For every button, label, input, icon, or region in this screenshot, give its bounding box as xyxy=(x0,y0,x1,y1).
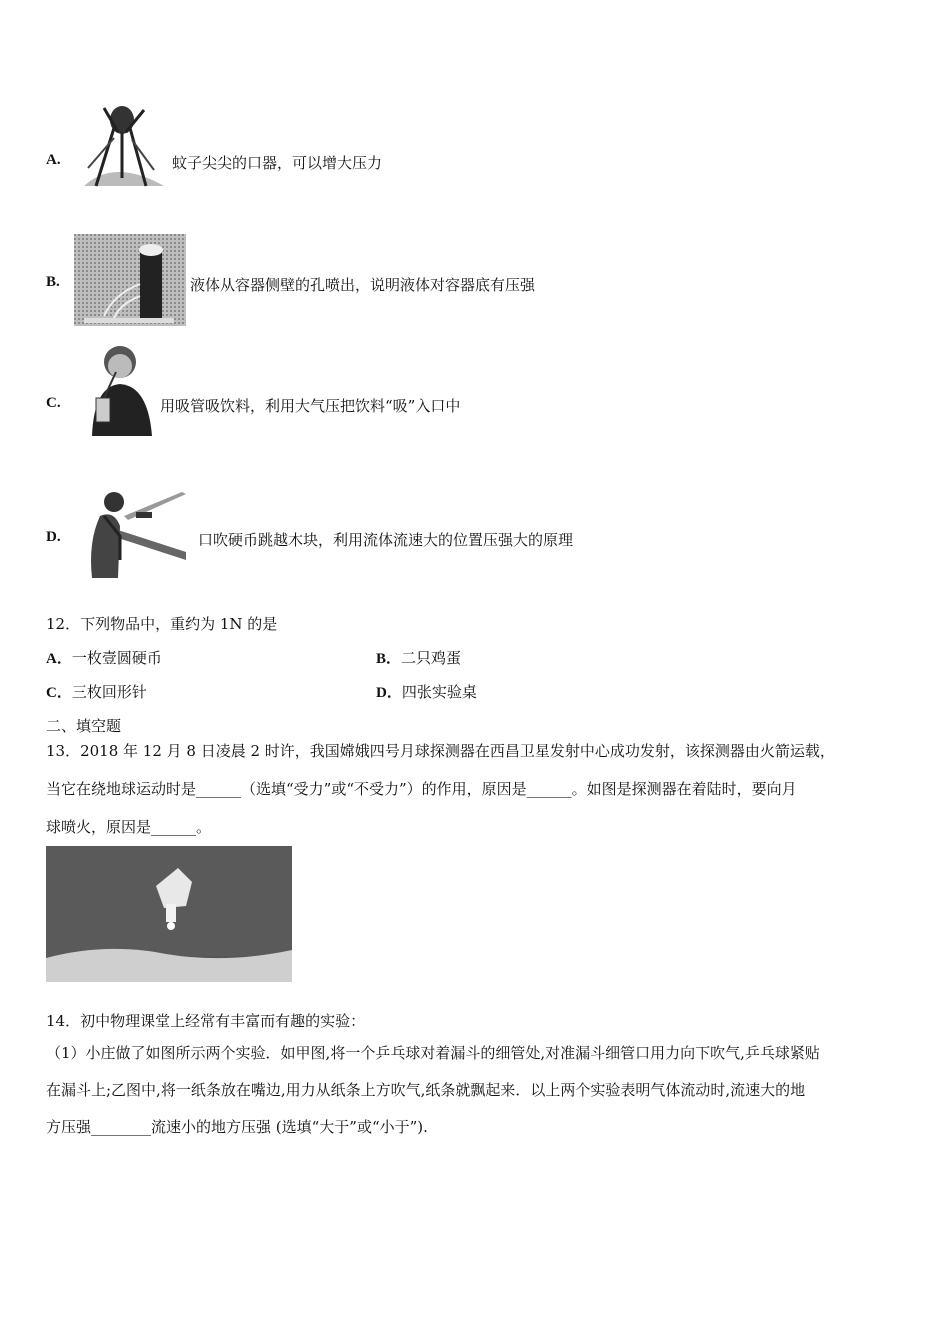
q12-option-a-text: 一枚壹圆硬币 xyxy=(71,649,162,667)
option-c-text: 用吸管吸饮料，利用大气压把饮料“吸”入口中 xyxy=(160,397,461,415)
q12-option-d-text: 四张实验桌 xyxy=(401,683,477,701)
option-c-letter: C. xyxy=(46,395,61,411)
boy-drinking-image xyxy=(82,342,156,436)
q12-option-d-letter: D． xyxy=(376,685,402,701)
q13-line-3: 球喷火，原因是______。 xyxy=(46,818,212,836)
q14-line-2: 在漏斗上;乙图中,将一纸条放在嘴边,用力从纸条上方吹气,纸条就飘起来．以上两个实验表明气体流动时,流速大的地 xyxy=(46,1081,806,1099)
section-title: 二、填空题 xyxy=(46,717,122,735)
q12-option-a-letter: A． xyxy=(46,651,72,667)
lunar-landing-image xyxy=(46,846,292,986)
q14-line-1: （1）小庄做了如图所示两个实验．如甲图,将一个乒乓球对着漏斗的细管处,对准漏斗细管口用力向下吹气,乒乓球紧贴 xyxy=(46,1044,820,1062)
option-b-letter: B. xyxy=(46,274,60,290)
q12-option-d xyxy=(376,681,477,702)
q12-option-b xyxy=(376,647,461,668)
q12-option-a xyxy=(46,647,162,668)
q13-line-1: 13．2018 年 12 月 8 日凌晨 2 时许，我国嫦娥四号月球探测器在西昌卫星发射中心成功发射，该探测器由火箭运载， xyxy=(46,742,835,760)
mosquito-image xyxy=(74,98,168,190)
option-a-text: 蚊子尖尖的口器，可以增大压力 xyxy=(172,154,383,172)
q12-stem: 12．下列物品中，重约为 1N 的是 xyxy=(46,615,278,633)
option-b-text: 液体从容器侧壁的孔喷出，说明液体对容器底有压强 xyxy=(190,276,536,294)
option-a-letter: A. xyxy=(46,152,61,168)
q12-option-b-text: 二只鸡蛋 xyxy=(401,649,462,667)
q14-line-3: 方压强________流速小的地方压强 (选填“大于”或“小于”). xyxy=(46,1118,428,1136)
q12-option-b-letter: B． xyxy=(376,651,402,667)
option-d-letter: D. xyxy=(46,529,61,545)
option-d-text: 口吹硬币跳越木块，利用流体流速大的位置压强大的原理 xyxy=(198,531,574,549)
q13-line-2: 当它在绕地球运动时是______（选填“受力”或“不受力”）的作用，原因是______。如图是探测器在着陆时，要向月 xyxy=(46,780,797,798)
q12-option-c xyxy=(46,681,147,702)
water-container-image xyxy=(74,234,186,326)
coin-blow-image xyxy=(74,486,188,578)
q12-option-c-letter: C． xyxy=(46,685,72,701)
q14-stem: 14．初中物理课堂上经常有丰富而有趣的实验： xyxy=(46,1012,366,1030)
q12-option-c-text: 三枚回形针 xyxy=(71,683,147,701)
